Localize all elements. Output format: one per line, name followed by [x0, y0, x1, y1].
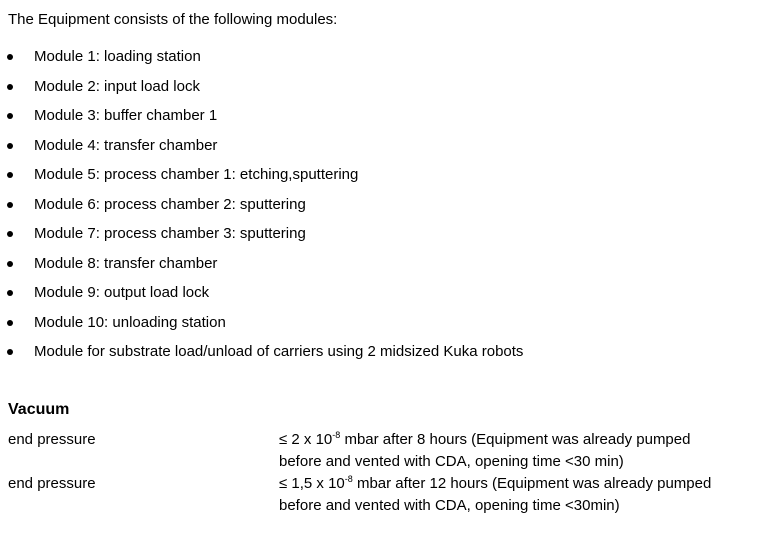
- module-label: Module 6: process chamber 2: sputtering: [34, 195, 306, 213]
- spec-value-suffix: mbar after 12 hours (Equipment was already pumped: [352, 475, 712, 492]
- module-label: Module 7: process chamber 3: sputtering: [34, 225, 306, 242]
- spec-value-line-2: before and vented with CDA, opening time <30min): [279, 497, 620, 514]
- bullet-icon: [7, 231, 13, 237]
- bullet-icon: [7, 320, 13, 326]
- bullet-icon: [7, 290, 13, 296]
- intro-text: The Equipment consists of the following modules:: [8, 11, 338, 28]
- spec-value-line-2: before and vented with CDA, opening time <30 min): [279, 453, 624, 470]
- bullet-icon: [7, 202, 13, 208]
- spec-value-line-1: [279, 473, 759, 495]
- spec-label: end pressure: [8, 431, 96, 448]
- bullet-icon: [7, 143, 13, 149]
- spec-value-prefix: ≤ 1,5 x 10: [279, 475, 345, 492]
- bullet-icon: [7, 172, 13, 178]
- bullet-icon: [7, 113, 13, 119]
- bullet-icon: [7, 349, 13, 355]
- spec-value-prefix: ≤ 2 x 10: [279, 431, 333, 448]
- spec-value: [279, 429, 759, 473]
- module-label: Module for substrate load/unload of carriers using 2 midsized Kuka robots: [34, 343, 524, 360]
- module-label: Module 3: buffer chamber 1: [34, 107, 218, 124]
- bullet-icon: [7, 54, 13, 60]
- spec-value-line-1: [279, 429, 759, 451]
- module-label: Module 9: output load lock: [34, 284, 210, 301]
- spec-exponent: -8: [344, 474, 353, 484]
- vacuum-heading: Vacuum: [8, 401, 70, 418]
- bullet-icon: [7, 84, 13, 90]
- spec-value: [279, 473, 759, 517]
- module-label: Module 2: input load lock: [34, 77, 200, 95]
- spec-label: end pressure: [8, 475, 96, 492]
- module-label: Module 4: transfer chamber: [34, 136, 218, 154]
- module-label: Module 1: loading station: [34, 48, 201, 65]
- spec-exponent: -8: [332, 430, 341, 440]
- spec-value-suffix: mbar after 8 hours (Equipment was already pumped: [340, 431, 691, 448]
- bullet-icon: [7, 261, 13, 267]
- module-label: Module 5: process chamber 1: etching,sputtering: [34, 166, 359, 183]
- module-label: Module 8: transfer chamber: [34, 254, 218, 272]
- module-label: Module 10: unloading station: [34, 313, 226, 331]
